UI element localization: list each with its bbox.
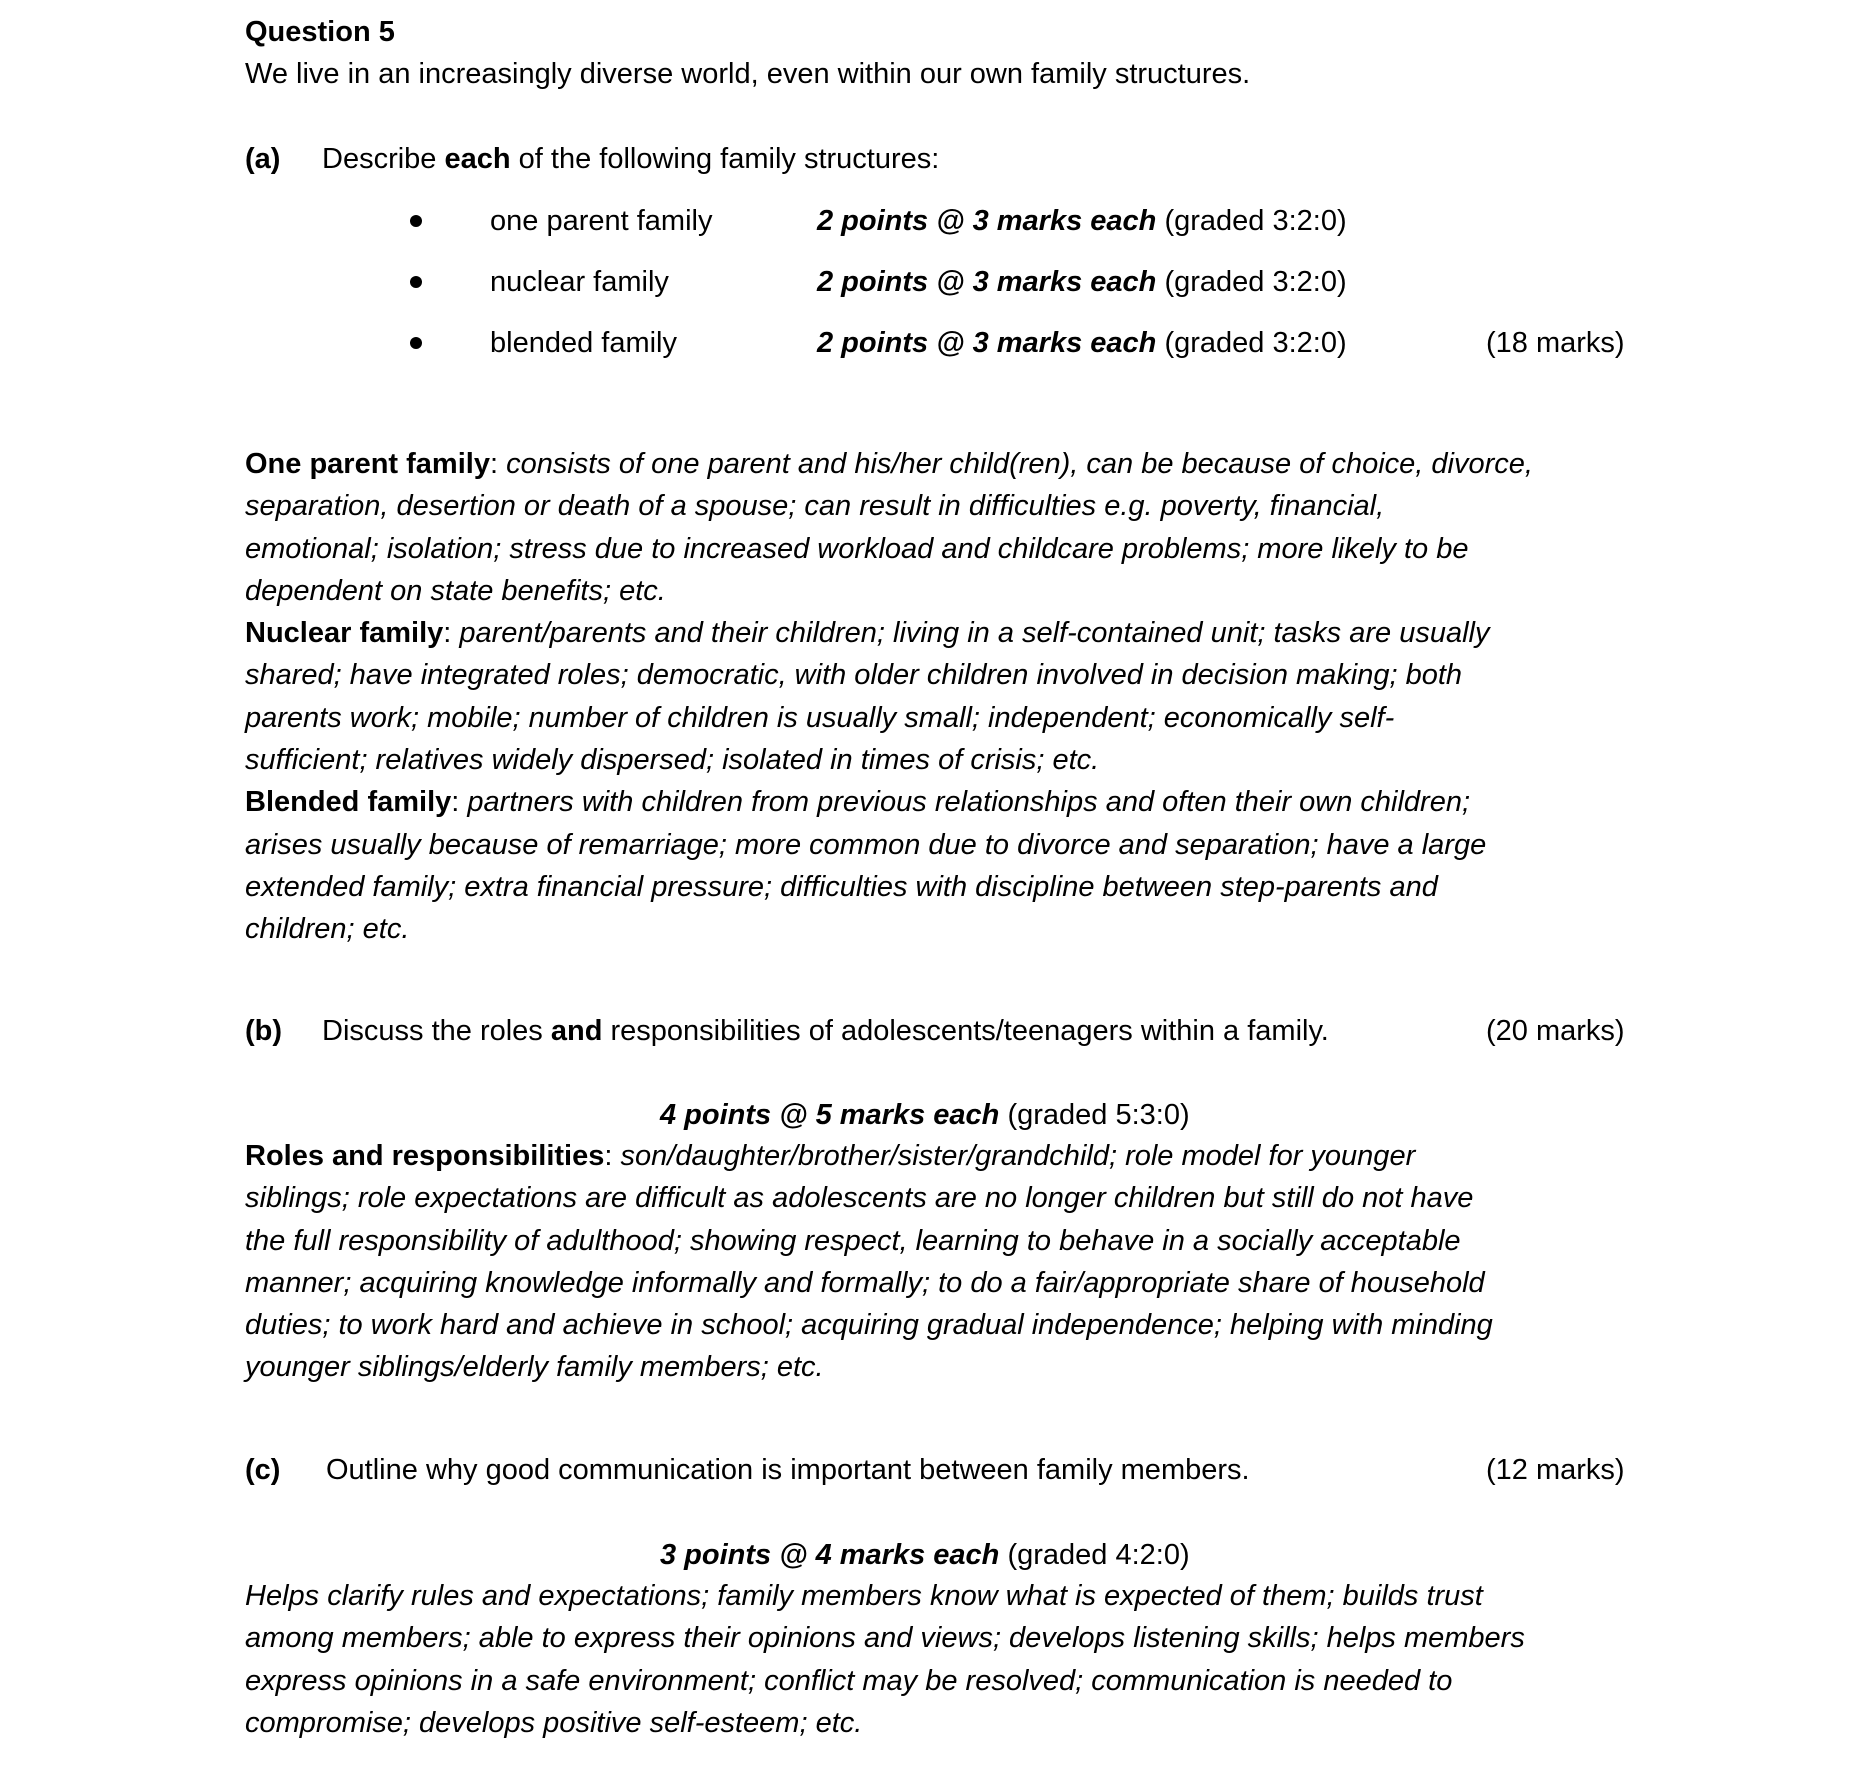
- answer-term: One parent family: [245, 448, 490, 480]
- answer-line: extended family; extra financial pressure; difficulties with discipline between step-parents and: [245, 870, 1438, 903]
- answer-line: younger siblings/elderly family members; etc.: [245, 1351, 824, 1384]
- scheme-text: 2 points @ 3 marks each: [817, 327, 1157, 359]
- answer-line: shared; have integrated roles; democratic, with older children involved in decision making; both: [245, 659, 1463, 692]
- part-b-prompt: [322, 1013, 1329, 1049]
- bullet-icon: [410, 337, 422, 349]
- answer-text: son/daughter/brother/sister/grandchild; role model for younger: [620, 1140, 1416, 1172]
- grading-text: (graded 3:2:0): [1164, 205, 1347, 237]
- part-c-marks: (12 marks): [1486, 1454, 1625, 1486]
- answer-line: duties; to work hard and achieve in school; acquiring gradual independence; helping with minding: [245, 1309, 1493, 1342]
- part-b-prompt-post: responsibilities of adolescents/teenagers within a family.: [602, 1015, 1329, 1047]
- question-intro: We live in an increasingly diverse world, even within our own family structures.: [245, 58, 1251, 90]
- scheme-text: 3 points @ 4 marks each: [660, 1539, 1000, 1571]
- answer-text: partners with children from previous relationships and often their own children;: [467, 786, 1471, 819]
- bullet-icon: [410, 276, 422, 288]
- scheme-text: 2 points @ 3 marks each: [817, 205, 1157, 237]
- answer-term: Roles and responsibilities: [245, 1140, 605, 1172]
- answer-text: parent/parents and their children; living in a self-contained unit; tasks are usually: [459, 617, 1490, 650]
- structure-scheme: [817, 325, 1347, 361]
- answer-text: consists of one parent and his/her child(ren), can be because of choice, divorce,: [506, 448, 1533, 480]
- part-b-answers: [245, 1135, 1665, 1389]
- part-a-prompt-pre: Describe: [322, 143, 445, 175]
- answer-term: Blended family: [245, 786, 452, 819]
- answer-line: emotional; isolation; stress due to increased workload and childcare problems; more likely to be: [245, 532, 1469, 565]
- answer-line: among members; able to express their opinions and views; develops listening skills; helps members: [245, 1622, 1525, 1655]
- part-b-prompt-pre: Discuss the roles: [322, 1015, 551, 1047]
- answer-line: sufficient; relatives widely dispersed; isolated in times of crisis; etc.: [245, 744, 1100, 777]
- answer-line: dependent on state benefits; etc.: [245, 574, 666, 607]
- answer-line: Nuclear family: parent/parents and their children; living in a self-contained unit; tasks are usually: [245, 617, 1490, 650]
- grading-text: (graded 5:3:0): [1007, 1099, 1190, 1131]
- question-title: Question 5: [245, 16, 395, 48]
- part-a-prompt-post: of the following family structures:: [510, 143, 940, 175]
- bullet-icon: [410, 215, 422, 227]
- part-b-prompt-bold: and: [550, 1015, 603, 1047]
- answer-line: One parent family: consists of one parent and his/her child(ren), can be because of choice, divorce,: [245, 448, 1533, 480]
- answer-line: parents work; mobile; number of children is usually small; independent; economically self-: [245, 701, 1395, 734]
- structure-name: blended family: [490, 327, 677, 359]
- part-b-marks: (20 marks): [1486, 1015, 1625, 1047]
- part-a-prompt: [322, 141, 939, 177]
- answer-line: compromise; develops positive self-esteem; etc.: [245, 1706, 863, 1739]
- answer-line: siblings; role expectations are difficult as adolescents are no longer children but still do not have: [245, 1182, 1474, 1215]
- part-c-label: (c): [245, 1454, 281, 1486]
- answer-line: manner; acquiring knowledge informally and formally; to do a fair/appropriate share of household: [245, 1266, 1485, 1299]
- answer-line: arises usually because of remarriage; more common due to divorce and separation; have a large: [245, 828, 1487, 861]
- answer-line: Helps clarify rules and expectations; family members know what is expected of them; builds trust: [245, 1580, 1483, 1612]
- scheme-text: 4 points @ 5 marks each: [660, 1099, 1000, 1131]
- part-b-scheme: [660, 1097, 1190, 1133]
- answer-term: Nuclear family: [245, 617, 444, 650]
- answer-line: Roles and responsibilities: son/daughter/brother/sister/grandchild; role model for younger: [245, 1140, 1416, 1172]
- part-a-prompt-bold: each: [444, 143, 511, 175]
- structure-scheme: [817, 203, 1347, 239]
- part-a-answers: [245, 443, 1665, 951]
- scheme-text: 2 points @ 3 marks each: [817, 266, 1157, 298]
- answer-line: express opinions in a safe environment; conflict may be resolved; communication is needed to: [245, 1664, 1453, 1697]
- structure-name: nuclear family: [490, 266, 669, 298]
- part-c-prompt: Outline why good communication is important between family members.: [326, 1454, 1250, 1486]
- answer-line: Blended family: partners with children from previous relationships and often their own children;: [245, 786, 1471, 819]
- structure-name: one parent family: [490, 205, 713, 237]
- grading-text: (graded 3:2:0): [1164, 327, 1347, 359]
- answer-line: the full responsibility of adulthood; showing respect, learning to behave in a socially acceptable: [245, 1224, 1461, 1257]
- structure-scheme: [817, 264, 1347, 300]
- answer-line: children; etc.: [245, 913, 410, 946]
- part-a-marks: (18 marks): [1486, 327, 1625, 359]
- part-c-answers: [245, 1575, 1665, 1744]
- part-a-label: (a): [245, 143, 281, 175]
- grading-text: (graded 4:2:0): [1007, 1539, 1190, 1571]
- grading-text: (graded 3:2:0): [1164, 266, 1347, 298]
- part-b-label: (b): [245, 1015, 283, 1047]
- part-c-scheme: [660, 1537, 1190, 1573]
- answer-line: separation, desertion or death of a spouse; can result in difficulties e.g. poverty, financial,: [245, 490, 1385, 523]
